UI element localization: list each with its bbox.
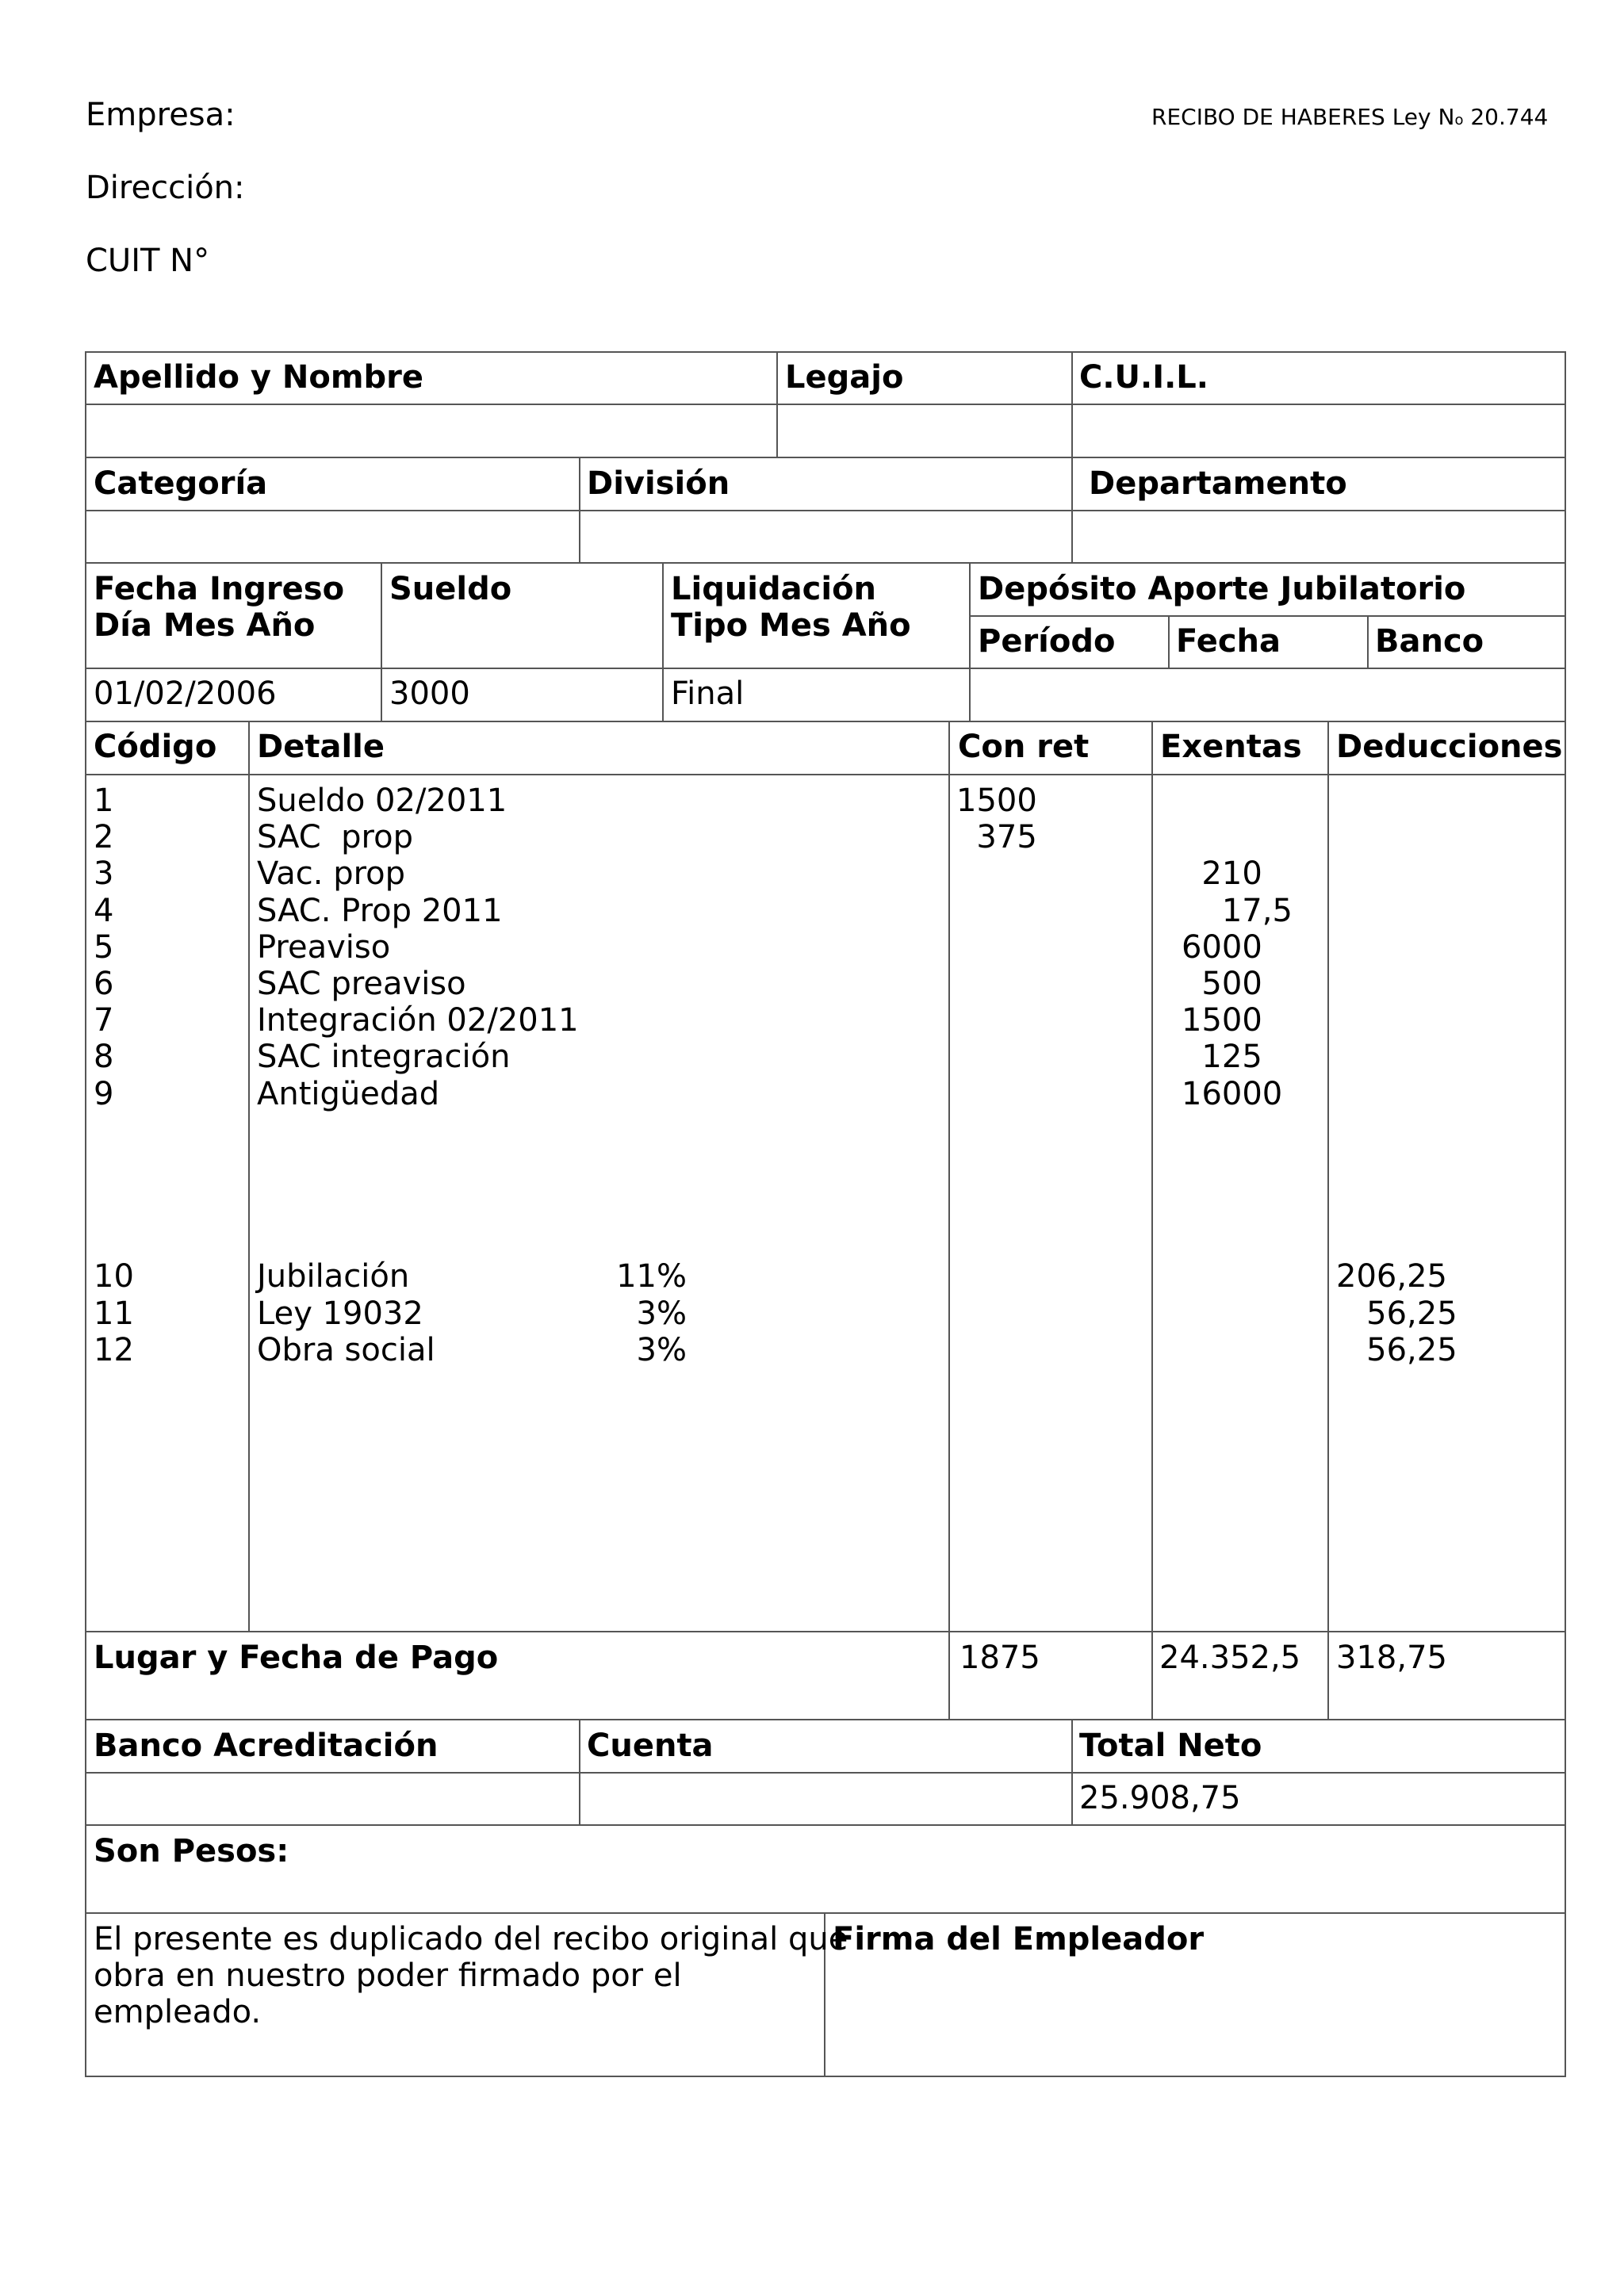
item-code: 4 — [94, 892, 114, 929]
fecha-ingreso-value: 01/02/2006 — [94, 675, 277, 712]
item-percent — [555, 1039, 687, 1075]
item-deduccion — [1336, 783, 1457, 819]
recibo-title: RECIBO DE HABERES Ley No 20.744 — [1151, 104, 1549, 130]
son-pesos-label: Son Pesos: — [94, 1833, 289, 1869]
item-code — [94, 1185, 134, 1222]
item-code: 3 — [94, 855, 114, 893]
liquidacion-label: Liquidación — [671, 571, 877, 607]
detalle-header: Detalle — [257, 729, 385, 765]
item-exentas: 125 — [1182, 1039, 1262, 1076]
item-code: 2 — [94, 819, 114, 856]
item-deduccion: 56,25 — [1336, 1295, 1457, 1332]
item-detail — [257, 1149, 579, 1185]
liquidacion-value: Final — [671, 675, 745, 712]
codes-column — [94, 783, 134, 1368]
fecha-label: Fecha — [1176, 623, 1281, 660]
duplicate-note-line2: obra en nuestro poder firmado por el — [94, 1957, 682, 1994]
item-code: 8 — [94, 1039, 114, 1076]
item-con-ret — [956, 1076, 1037, 1112]
item-detail — [257, 1185, 579, 1222]
firma-empleador-label: Firma del Empleador — [833, 1921, 1205, 1957]
item-con-ret — [956, 1222, 1037, 1258]
item-exentas — [1182, 819, 1293, 855]
item-percent — [555, 1185, 687, 1222]
item-exentas — [1182, 1222, 1293, 1258]
item-deduccion — [1336, 855, 1457, 892]
deposito-aporte-label: Depósito Aporte Jubilatorio — [978, 571, 1466, 607]
item-code: 9 — [94, 1075, 114, 1112]
deducciones-column — [1336, 783, 1457, 1368]
item-detail: Jubilación — [257, 1258, 410, 1295]
item-detail: Integración 02/2011 — [257, 1002, 579, 1039]
item-percent — [555, 1112, 687, 1149]
item-deduccion — [1336, 1222, 1457, 1258]
item-exentas: 6000 — [1182, 928, 1262, 966]
item-percent — [555, 893, 687, 929]
item-con-ret — [956, 1258, 1037, 1295]
item-con-ret — [956, 855, 1037, 892]
item-con-ret — [956, 966, 1037, 1002]
item-exentas — [1182, 783, 1293, 819]
item-percent: 3% — [636, 1331, 687, 1368]
item-percent — [555, 855, 687, 892]
apellido-nombre-label: Apellido y Nombre — [94, 359, 424, 396]
item-exentas: 16000 — [1182, 1075, 1283, 1112]
item-con-ret — [956, 1002, 1037, 1039]
item-detail: Vac. prop — [257, 855, 406, 893]
item-exentas — [1182, 1258, 1293, 1295]
item-code: 5 — [94, 928, 114, 966]
item-exentas — [1182, 1332, 1293, 1368]
item-deduccion — [1336, 893, 1457, 929]
division-label: División — [587, 465, 730, 502]
item-exentas: 1500 — [1182, 1002, 1262, 1039]
item-con-ret — [956, 893, 1037, 929]
lugar-fecha-pago-label: Lugar y Fecha de Pago — [94, 1640, 499, 1676]
item-exentas — [1182, 1185, 1293, 1222]
sueldo-label: Sueldo — [389, 571, 512, 607]
exentas-header: Exentas — [1160, 729, 1302, 765]
item-deduccion: 56,25 — [1336, 1331, 1457, 1368]
item-exentas: 17,5 — [1182, 892, 1293, 929]
item-exentas: 500 — [1182, 965, 1262, 1002]
item-percent — [555, 783, 687, 819]
item-code — [94, 1112, 134, 1149]
fecha-ingreso-label: Fecha Ingreso — [94, 571, 345, 607]
item-code: 6 — [94, 965, 114, 1002]
item-deduccion — [1336, 1185, 1457, 1222]
item-percent — [555, 819, 687, 855]
item-con-ret: 375 — [956, 819, 1037, 856]
empresa-label: Empresa: — [86, 97, 236, 133]
item-detail: SAC integración — [257, 1039, 511, 1076]
item-deduccion — [1336, 1039, 1457, 1075]
item-deduccion — [1336, 966, 1457, 1002]
banco-acreditacion-label: Banco Acreditación — [94, 1728, 439, 1764]
item-exentas — [1182, 1112, 1293, 1149]
item-deduccion — [1336, 929, 1457, 966]
exentas-total: 24.352,5 — [1159, 1640, 1301, 1676]
deducciones-header: Deducciones — [1336, 729, 1563, 765]
exentas-column — [1182, 783, 1293, 1368]
cuenta-label: Cuenta — [587, 1728, 714, 1764]
departamento-label: Departamento — [1089, 465, 1347, 502]
item-detail: Obra social — [257, 1331, 435, 1368]
percents-column — [555, 783, 687, 1368]
item-exentas — [1182, 1295, 1293, 1332]
item-detail: Preaviso — [257, 928, 391, 966]
item-detail — [257, 1222, 579, 1258]
item-detail: SAC. Prop 2011 — [257, 892, 503, 929]
direccion-label: Dirección: — [86, 170, 245, 206]
item-detail: Antigüedad — [257, 1075, 440, 1112]
item-code — [94, 1222, 134, 1258]
item-detail: Ley 19032 — [257, 1295, 423, 1332]
item-code — [94, 1149, 134, 1185]
item-con-ret — [956, 1112, 1037, 1149]
item-detail: SAC preaviso — [257, 965, 466, 1002]
item-percent — [555, 929, 687, 966]
item-exentas — [1182, 1149, 1293, 1185]
item-con-ret — [956, 929, 1037, 966]
item-percent: 11% — [616, 1258, 687, 1295]
item-con-ret — [956, 1149, 1037, 1185]
codigo-header: Código — [94, 729, 217, 765]
periodo-label: Período — [978, 623, 1116, 660]
con-ret-header: Con ret — [958, 729, 1090, 765]
item-deduccion: 206,25 — [1336, 1258, 1447, 1295]
item-code: 12 — [94, 1331, 134, 1368]
total-neto-label: Total Neto — [1079, 1728, 1262, 1764]
item-percent: 3% — [636, 1295, 687, 1332]
legajo-label: Legajo — [785, 359, 904, 396]
fecha-ingreso-sublabel: Día Mes Año — [94, 607, 316, 644]
item-exentas: 210 — [1182, 855, 1262, 893]
item-deduccion — [1336, 819, 1457, 855]
item-percent — [555, 1222, 687, 1258]
categoria-label: Categoría — [94, 465, 268, 502]
cuit-label: CUIT N° — [86, 243, 210, 279]
item-con-ret — [956, 1295, 1037, 1332]
item-detail: Sueldo 02/2011 — [257, 783, 508, 819]
con-ret-total: 1875 — [959, 1640, 1040, 1676]
cuil-label: C.U.I.L. — [1079, 359, 1208, 396]
item-percent — [555, 966, 687, 1002]
item-percent — [555, 1149, 687, 1185]
item-con-ret — [956, 1185, 1037, 1222]
sueldo-value: 3000 — [389, 675, 470, 712]
item-con-ret: 1500 — [956, 783, 1037, 819]
item-detail: SAC prop — [257, 819, 413, 856]
duplicate-note-line1: El presente es duplicado del recibo original que — [94, 1921, 848, 1957]
item-detail — [257, 1112, 579, 1149]
item-percent — [555, 1002, 687, 1039]
item-con-ret — [956, 1039, 1037, 1075]
deducciones-total: 318,75 — [1336, 1640, 1447, 1676]
con-ret-column — [956, 783, 1037, 1368]
item-con-ret — [956, 1332, 1037, 1368]
total-neto-value: 25.908,75 — [1079, 1780, 1241, 1816]
item-code: 10 — [94, 1258, 134, 1295]
item-deduccion — [1336, 1149, 1457, 1185]
item-code: 7 — [94, 1002, 114, 1039]
item-percent — [555, 1076, 687, 1112]
details-column — [257, 783, 579, 1368]
item-deduccion — [1336, 1076, 1457, 1112]
item-code: 11 — [94, 1295, 134, 1332]
duplicate-note-line3: empleado. — [94, 1994, 262, 2030]
item-deduccion — [1336, 1112, 1457, 1149]
liquidacion-sublabel: Tipo Mes Año — [671, 607, 911, 644]
banco-label: Banco — [1375, 623, 1484, 660]
item-code: 1 — [94, 783, 114, 819]
item-deduccion — [1336, 1002, 1457, 1039]
